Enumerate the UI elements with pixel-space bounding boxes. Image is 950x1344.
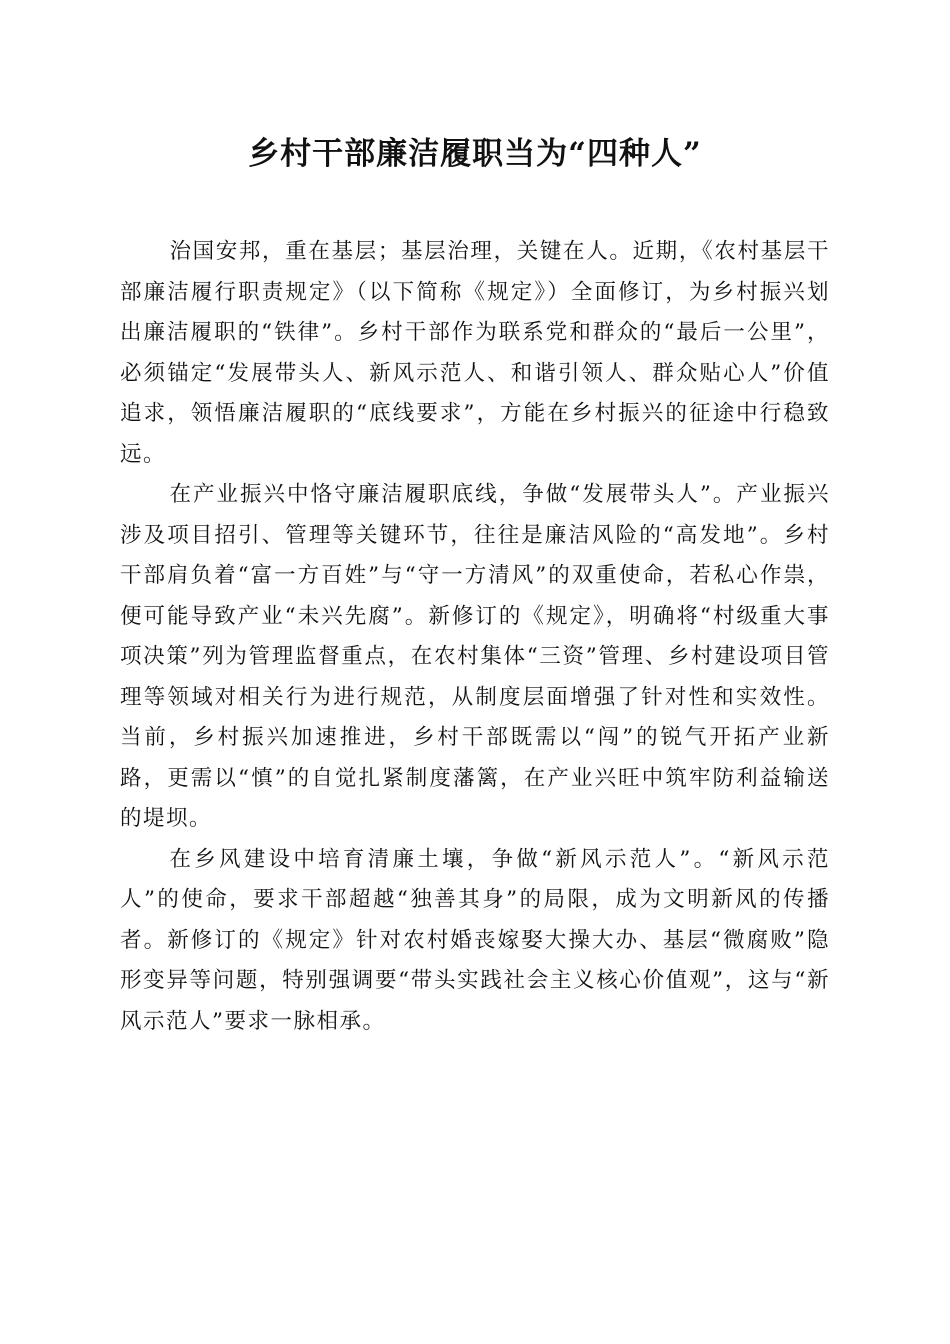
paragraph-intro: 治国安邦，重在基层；基层治理，关键在人。近期，《农村基层干部廉洁履行职责规定》（以下简称《规定》）全面修订，为乡村振兴划出廉洁履职的“铁律”。乡村干部作为联系党和群众的“最后一公里”，必须锚定“发展带头人、新风示范人、和谐引领人、群众贴心人”价值追求，领悟廉洁履职的“底线要求”，方能在乡村振兴的征途中行稳致远。 — [120, 239, 830, 467]
paragraph-culture: 在乡风建设中培育清廉土壤，争做“新风示范人”。“新风示范人”的使命，要求干部超越“独善其身”的局限，成为文明新风的传播者。新修订的《规定》针对农村婚丧嫁娶大操大办、基层“微腐败”隐形变异等问题，特别强调要“带头实践社会主义核心价值观”，这与“新风示范人”要求一脉相承。 — [120, 846, 830, 1034]
paragraph-industry: 在产业振兴中恪守廉洁履职底线，争做“发展带头人”。产业振兴涉及项目招引、管理等关键环节，往往是廉洁风险的“高发地”。乡村干部肩负着“富一方百姓”与“守一方清风”的双重使命，若私心作祟，便可能导致产业“未兴先腐”。新修订的《规定》，明确将“村级重大事项决策”列为管理监督重点，在农村集体“三资”管理、乡村建设项目管理等领域对相关行为进行规范，从制度层面增强了针对性和实效性。当前，乡村振兴加速推进，乡村干部既需以“闯”的锐气开拓产业新路，更需以“慎”的自觉扎紧制度藩篱，在产业兴旺中筑牢防利益输送的堤坝。 — [120, 482, 830, 831]
document-title: 乡村干部廉洁履职当为“四种人” — [248, 136, 702, 172]
document-body — [120, 232, 830, 1042]
